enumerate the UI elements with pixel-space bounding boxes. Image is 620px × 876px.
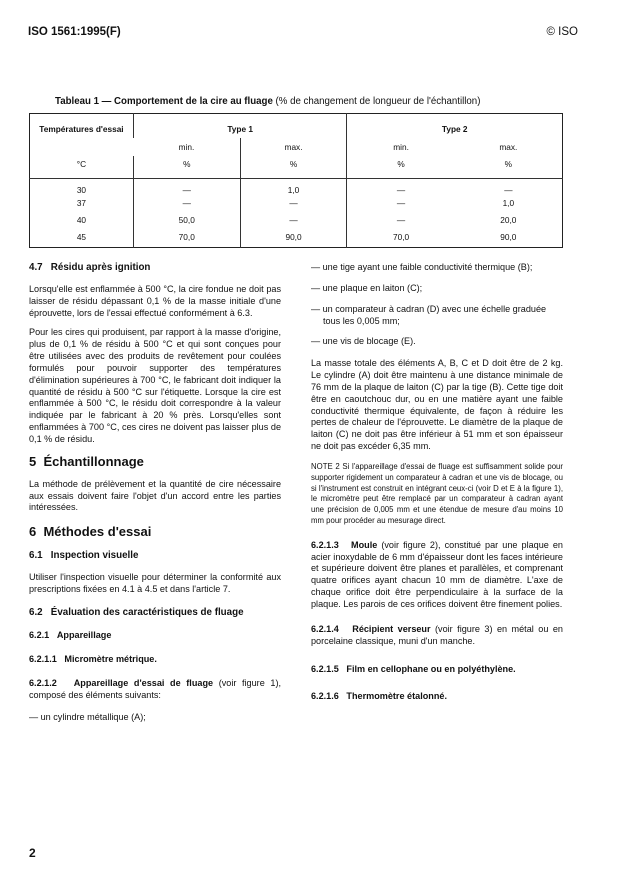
table-row: 30 — 1,0 — — bbox=[30, 178, 563, 195]
t2-min-header: min. bbox=[347, 138, 455, 156]
type1-header: Type 1 bbox=[133, 114, 347, 139]
table-row: 37 — — — 1,0 bbox=[30, 195, 563, 212]
paragraph: Utiliser l'inspection visuelle pour déterminer la conformité aux prescriptions fixées en 4.1 à 4.5 et dans l'article 7. bbox=[29, 571, 281, 594]
unit-pct: % bbox=[133, 156, 240, 178]
section-6-2-heading: 6.2 Évaluation des caractéristiques de fluage bbox=[29, 606, 244, 618]
paragraph: 6.2.1.2 Appareillage d'essai de fluage (voir figure 1), composé des éléments suivants: bbox=[29, 678, 281, 700]
section-6-1-heading: 6.1 Inspection visuelle bbox=[29, 550, 139, 562]
table-row: 40 50,0 — — 20,0 bbox=[30, 212, 563, 229]
section-6-2-1-6-heading: 6.2.1.6 Thermomètre étalonné. bbox=[311, 691, 447, 702]
note-2: NOTE 2 Si l'appareillage d'essai de fluage est suffisamment solide pour supporter rigidement un comparateur à cadran et une vis de blocage, ou si l'instrument est construit en intégrant ceux-ci (voir D et E à la figure 1), le micromètre peut être remplacé par un comparateur à cadran ayant une précision de 0,005 mm et une étendue de mesure d'au moins 10 mm pour procéder au mesurage direct. bbox=[311, 461, 563, 525]
section-6-2-1-heading: 6.2.1 Appareillage bbox=[29, 630, 112, 641]
section-6-2-1-5-heading: 6.2.1.5 Film en cellophane ou en polyéthylène. bbox=[311, 663, 516, 674]
unit-pct: % bbox=[504, 159, 513, 169]
unit-pct: % bbox=[347, 156, 455, 178]
paragraph: La masse totale des éléments A, B, C et D doit être de 2 kg. Le cylindre (A) doit être maintenu à une distance minimale de 76 mm de la plaque de laiton (C) par la tige (B). Cette tige doit être en caoutchouc dur, ou en une matière ayant une faible conductivité thermique équivalente, de façon à réduire les pertes de chaleur de l'éprouvette. Le diamètre de la plaque de laiton (C) ne doit pas être inférieur à 51 mm et son épaisseur ne doit pas excéder 6,35 mm. bbox=[311, 358, 563, 452]
list-item: — une tige ayant une faible conductivité thermique (B); bbox=[311, 262, 533, 272]
page-number: 2 bbox=[29, 846, 36, 860]
copyright: © ISO bbox=[546, 26, 578, 38]
list-item: — un cylindre métallique (A); bbox=[29, 711, 146, 722]
right-column bbox=[311, 262, 563, 709]
table-caption: Tableau 1 — Comportement de la cire au fluage (% de changement de longueur de l'échantillon) bbox=[55, 96, 481, 107]
section-5-heading: 5 Échantillonnage bbox=[29, 453, 144, 469]
section-6-heading: 6 Méthodes d'essai bbox=[29, 524, 152, 540]
left-column bbox=[29, 262, 281, 730]
list-item: — une vis de blocage (E). bbox=[311, 336, 416, 347]
t1-min-header: min. bbox=[178, 142, 195, 152]
section-4-7-heading: 4.7 Résidu après ignition bbox=[29, 262, 151, 273]
document-id: ISO 1561:1995(F) bbox=[28, 26, 121, 38]
section-6-2-1-1-heading: 6.2.1.1 Micromètre métrique. bbox=[29, 654, 157, 665]
paragraph: Lorsqu'elle est enflammée à 500 °C, la cire fondue ne doit pas laisser de résidu dépassant 0,1 % de la masse initiale d'une éprouvette, lors de l'essai effectué conformément à 6.3. bbox=[29, 283, 281, 318]
unit-c: °C bbox=[76, 159, 87, 169]
list-item: — un comparateur à cadran (D) avec une échelle graduée tous les 0,005 mm; bbox=[311, 303, 547, 326]
creep-table bbox=[29, 113, 563, 248]
unit-pct: % bbox=[240, 156, 347, 178]
t1-max-header: max. bbox=[240, 138, 347, 156]
paragraph: 6.2.1.3 Moule (voir figure 2), constitué par une plaque en acier inoxydable de 6 mm d'épaisseur dont les faces intérieure et supérieure doivent être planes et parallèles, et comprenant quatre orifices ayant chacun 10 mm de diamètre. L'axe de chaque orifice doit être perpendiculaire à la surface de la plaque. Les parois de ces orifices doivent être finement polies. bbox=[311, 539, 563, 609]
type2-header: Type 2 bbox=[347, 114, 563, 139]
t2-max-header: max. bbox=[499, 142, 518, 152]
table-row: 45 70,0 90,0 70,0 90,0 bbox=[30, 229, 563, 247]
list-item: — une plaque en laiton (C); bbox=[311, 282, 423, 293]
paragraph: La méthode de prélèvement et la quantité de cire nécessaire aux essais doivent faire l'objet d'un accord entre les parties intéressées. bbox=[29, 478, 281, 513]
temp-header: Températures d'essai bbox=[39, 124, 124, 134]
paragraph: 6.2.1.4 Récipient verseur (voir figure 3) en métal ou en porcelaine classique, muni d'un manche. bbox=[311, 623, 563, 646]
paragraph: Pour les cires qui produisent, par rapport à la masse d'origine, plus de 0,1 % de résidu à 500 °C et qui sont conçues pour être utilisées avec des produits de revêtement pour coulées formulés pour pouvoir supporter des températures d'élimination supérieures à 700 °C, le fabricant doit indiquer la quantité de résidu à 500 °C sur l'étiquette. Lorsque la cire est enflammée à 500 °C, le résidu doit correspondre à la valeur indiquée par le fabricant à 20 % près. Lorsqu'elles sont enflammées à 700 °C, ces cires ne doivent pas laisser plus de 0,1 % de résidu. bbox=[29, 327, 281, 444]
